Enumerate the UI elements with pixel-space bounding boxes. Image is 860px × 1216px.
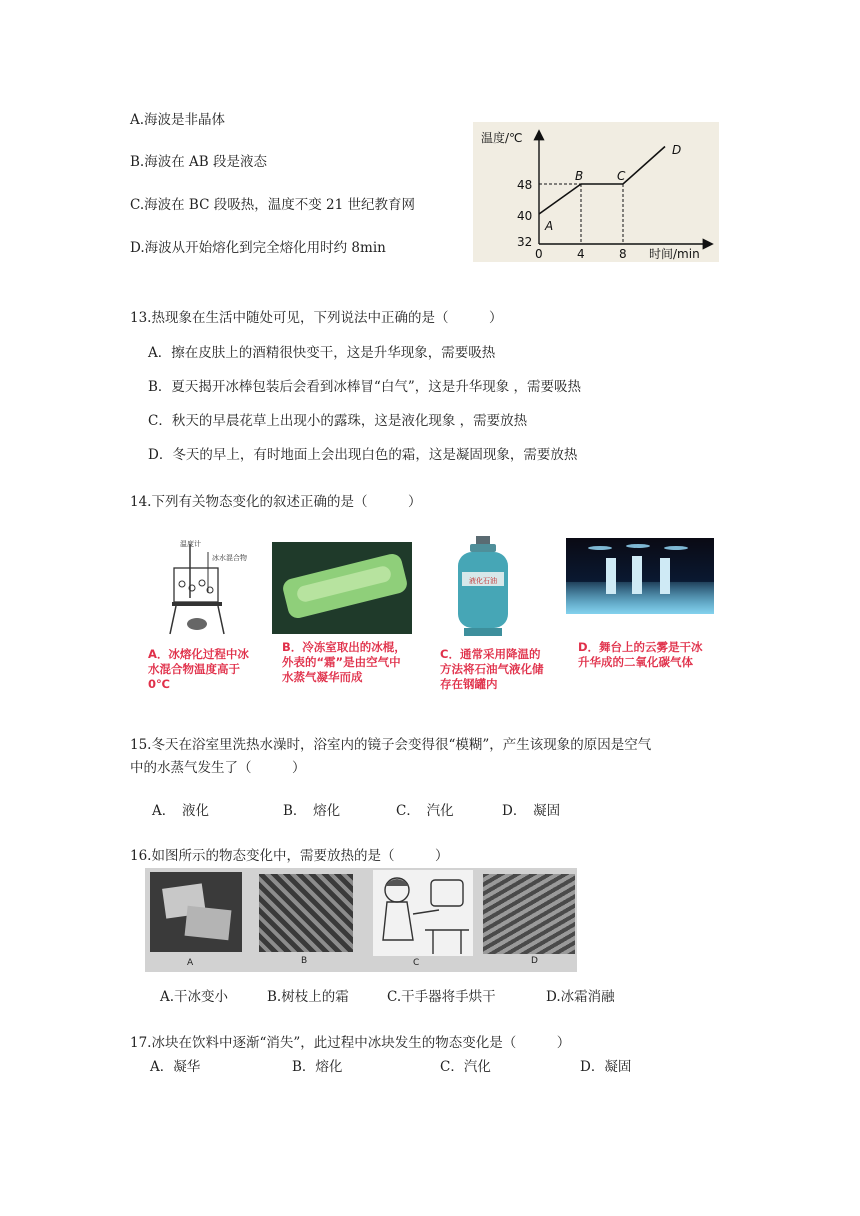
- q15-option-b: B． 熔化: [283, 803, 341, 819]
- dry-ice-image: [150, 872, 242, 952]
- q14-caption-d: D．舞台上的云雾是干冰升华成的二氧化碳气体: [578, 640, 703, 669]
- q14-caption-b: B．冷冻室取出的冰棍，外表的“霜”是由空气中水蒸气凝华而成: [282, 640, 406, 684]
- image-letter-a: A: [187, 958, 194, 968]
- q13-option-a: A．擦在皮肤上的酒精很快变干，这是升华现象，需要吸热: [148, 345, 496, 361]
- q17-stem: 17.冰块在饮料中逐渐“消失”，此过程中冰块发生的物态变化是（ ）: [130, 1035, 571, 1051]
- image-letter-b: B: [301, 956, 308, 966]
- xtick-8: 8: [619, 247, 627, 261]
- ytick-48: 48: [517, 178, 533, 192]
- image-letter-d: D: [531, 956, 538, 966]
- q12-option-c: C.海波在 BC 段吸热，温度不变 21 世纪教育网: [130, 197, 415, 213]
- graph-xlabel: 时间/min: [649, 247, 700, 261]
- q13-option-d: D．冬天的早上，有时地面上会出现白色的霜，这是凝固现象，需要放热: [148, 447, 578, 463]
- q16-image-strip: [145, 868, 577, 972]
- thermometer-label: 温度计: [180, 540, 201, 548]
- q13-stem: 13.热现象在生活中随处可见，下列说法中正确的是（ ）: [130, 310, 503, 326]
- ytick-40: 40: [517, 209, 533, 223]
- q17-option-a: A．凝华: [150, 1059, 201, 1075]
- q14-stem: 14.下列有关物态变化的叙述正确的是（ ）: [130, 494, 422, 510]
- xtick-4: 4: [577, 247, 585, 261]
- point-label-a: A: [545, 219, 554, 233]
- q17-option-b: B．熔化: [292, 1059, 343, 1075]
- q15-option-c: C． 汽化: [396, 803, 454, 819]
- q12-option-d: D.海波从开始熔化到完全熔化用时约 8min: [130, 240, 386, 256]
- ytick-32: 32: [517, 235, 533, 249]
- svg-text:液化石油: 液化石油: [469, 577, 497, 585]
- q12-option-b: B.海波在 AB 段是液态: [130, 154, 267, 170]
- q16-option-c: C.干手器将手烘干: [387, 989, 496, 1005]
- ice-water-label: 冰水混合物: [212, 554, 247, 562]
- q16-option-d: D.冰霜消融: [546, 989, 615, 1005]
- frost-branch-image: [259, 874, 353, 952]
- q15-stem-line1: 15.冬天在浴室里洗热水澡时，浴室内的镜子会变得很“模糊”，产生该现象的原因是空气: [130, 737, 652, 753]
- q15-stem-line2: 中的水蒸气发生了（ ）: [130, 760, 306, 776]
- q15-option-d: D． 凝固: [502, 803, 561, 819]
- graph-ylabel: 温度/℃: [481, 131, 523, 145]
- q14-caption-c: C．通常采用降温的方法将石油气液化储存在钢罐内: [440, 647, 544, 691]
- q14-caption-a: A．冰熔化过程中冰水混合物温度高于0℃: [148, 647, 249, 691]
- q15-option-a: A． 液化: [152, 803, 209, 819]
- xtick-0: 0: [535, 247, 543, 261]
- gas-cylinder-image: [448, 532, 518, 642]
- popsicle-image: [272, 542, 412, 634]
- temperature-time-graph: [473, 122, 719, 262]
- point-label-d: D: [672, 143, 682, 157]
- q16-stem: 16.如图所示的物态变化中，需要放热的是（ ）: [130, 848, 449, 864]
- q17-option-d: D．凝固: [580, 1059, 632, 1075]
- stage-fog-image: [566, 538, 714, 614]
- temperature-curve: [539, 147, 665, 215]
- q13-option-c: C．秋天的早晨花草上出现小的露珠，这是液化现象 ，需要放热: [148, 413, 528, 429]
- melting-frost-image: [483, 874, 575, 954]
- point-label-b: B: [575, 169, 584, 183]
- hand-dryer-image: [373, 870, 473, 956]
- q16-option-a: A.干冰变小: [160, 989, 229, 1005]
- q17-option-c: C．汽化: [440, 1059, 491, 1075]
- image-letter-c: C: [413, 958, 420, 968]
- ice-melting-apparatus-image: [150, 538, 265, 638]
- q12-option-a: A.海波是非晶体: [130, 112, 226, 128]
- q16-option-b: B.树枝上的霜: [267, 989, 349, 1005]
- point-label-c: C: [617, 169, 626, 183]
- q13-option-b: B．夏天揭开冰棒包装后会看到冰棒冒“白气”，这是升华现象 ，需要吸热: [148, 379, 582, 395]
